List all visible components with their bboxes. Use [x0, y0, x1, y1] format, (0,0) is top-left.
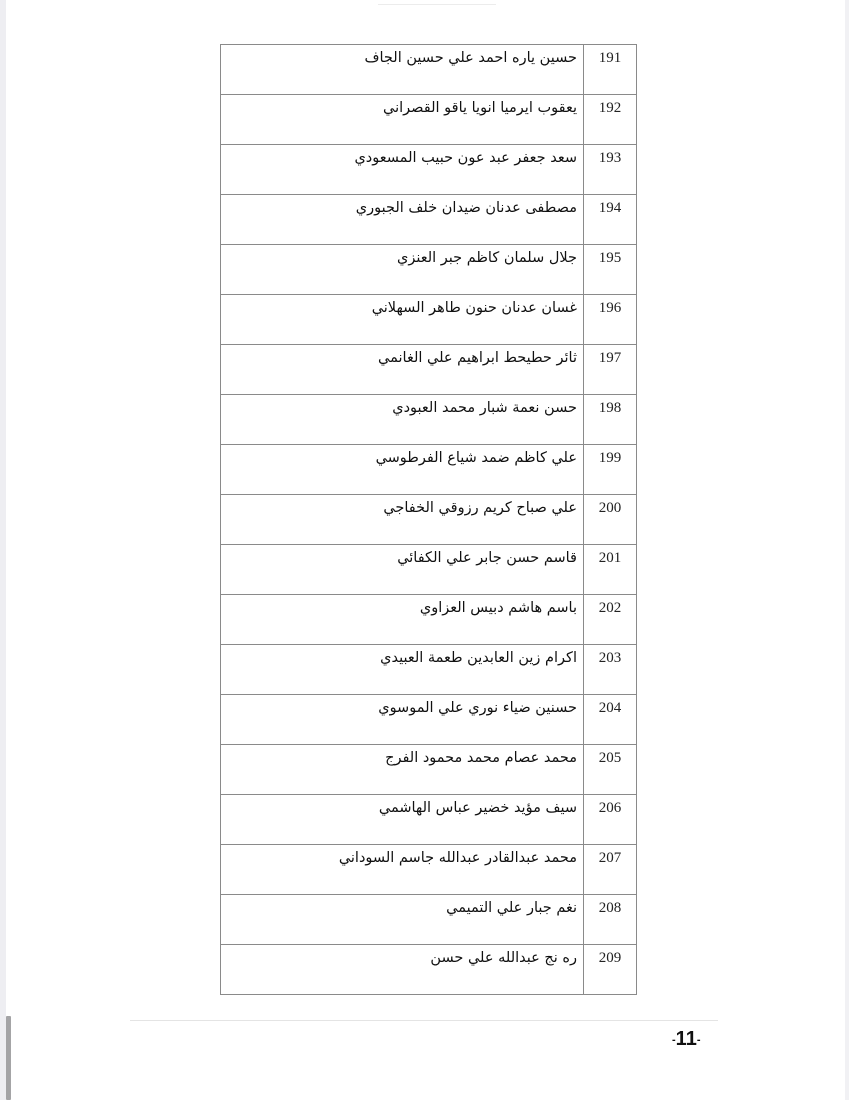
row-number-cell: 202	[584, 595, 637, 645]
row-number-cell: 198	[584, 395, 637, 445]
name-cell: جلال سلمان كاظم جبر العنزي	[221, 245, 584, 295]
table-row	[221, 95, 637, 145]
page-number-dash-left: -	[672, 1034, 676, 1046]
row-number-cell: 199	[584, 445, 637, 495]
footer-divider	[130, 1020, 718, 1021]
row-number-cell: 206	[584, 795, 637, 845]
row-number-cell: 200	[584, 495, 637, 545]
row-number-cell: 208	[584, 895, 637, 945]
top-faint-rule	[378, 4, 496, 5]
name-cell: حسن نعمة شبار محمد العبودي	[221, 395, 584, 445]
name-cell: سيف مؤيد خضير عباس الهاشمي	[221, 795, 584, 845]
name-cell: نغم جبار علي التميمي	[221, 895, 584, 945]
row-number-cell: 203	[584, 645, 637, 695]
row-number-cell: 194	[584, 195, 637, 245]
name-cell: اكرام زين العابدين طعمة العبيدي	[221, 645, 584, 695]
table-row	[221, 545, 637, 595]
row-number-cell: 201	[584, 545, 637, 595]
table-row	[221, 445, 637, 495]
name-cell: غسان عدنان حنون طاهر السهلاني	[221, 295, 584, 345]
name-cell: يعقوب ايرميا انويا ياقو القصراني	[221, 95, 584, 145]
right-edge-strip	[845, 0, 849, 1100]
table-row	[221, 645, 637, 695]
name-cell: محمد عبدالقادر عبدالله جاسم السوداني	[221, 845, 584, 895]
left-edge-strip	[0, 0, 6, 1100]
names-table-container	[220, 44, 630, 995]
names-table	[220, 44, 637, 995]
row-number-cell: 192	[584, 95, 637, 145]
name-cell: قاسم حسن جابر علي الكفائي	[221, 545, 584, 595]
name-cell: محمد عصام محمد محمود الفرج	[221, 745, 584, 795]
name-cell: مصطفى عدنان ضيدان خلف الجبوري	[221, 195, 584, 245]
names-table-body	[221, 45, 637, 995]
name-cell: باسم هاشم دبيس العزاوي	[221, 595, 584, 645]
name-cell: حسنين ضياء نوري علي الموسوي	[221, 695, 584, 745]
scroll-indicator[interactable]	[6, 1016, 11, 1100]
table-row	[221, 195, 637, 245]
row-number-cell: 191	[584, 45, 637, 95]
table-row	[221, 945, 637, 995]
table-row	[221, 745, 637, 795]
name-cell: ره نج عبدالله علي حسن	[221, 945, 584, 995]
row-number-cell: 205	[584, 745, 637, 795]
table-row	[221, 45, 637, 95]
row-number-cell: 193	[584, 145, 637, 195]
table-row	[221, 395, 637, 445]
name-cell: علي صباح كريم رزوقي الخفاجي	[221, 495, 584, 545]
table-row	[221, 495, 637, 545]
name-cell: سعد جعفر عبد عون حبيب المسعودي	[221, 145, 584, 195]
name-cell: حسين ياره احمد علي حسين الجاف	[221, 45, 584, 95]
table-row	[221, 295, 637, 345]
row-number-cell: 209	[584, 945, 637, 995]
row-number-cell: 196	[584, 295, 637, 345]
table-row	[221, 245, 637, 295]
row-number-cell: 195	[584, 245, 637, 295]
table-row	[221, 795, 637, 845]
table-row	[221, 845, 637, 895]
table-row	[221, 145, 637, 195]
page-number-value: 11	[675, 1028, 697, 1050]
table-row	[221, 595, 637, 645]
table-row	[221, 345, 637, 395]
page-number-dash-right: -	[696, 1034, 701, 1046]
table-row	[221, 895, 637, 945]
table-row	[221, 695, 637, 745]
row-number-cell: 197	[584, 345, 637, 395]
row-number-cell: 207	[584, 845, 637, 895]
page-number	[672, 1028, 701, 1051]
name-cell: ثائر حطيحط ابراهيم علي الغانمي	[221, 345, 584, 395]
name-cell: علي كاظم ضمد شياع الفرطوسي	[221, 445, 584, 495]
row-number-cell: 204	[584, 695, 637, 745]
